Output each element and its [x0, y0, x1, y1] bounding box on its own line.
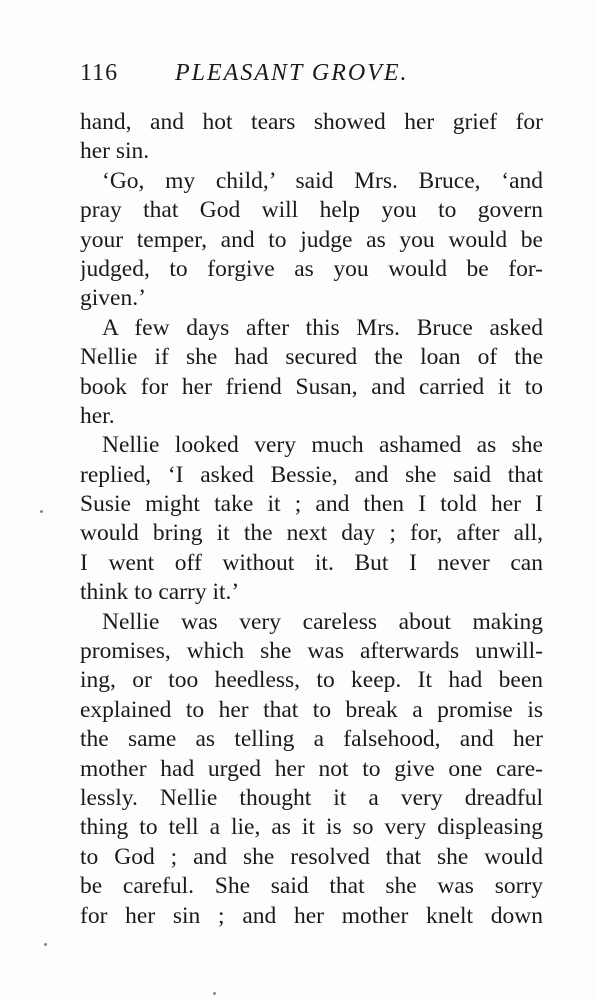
text-line: replied, ‘I asked Bessie, and she said that	[80, 461, 543, 488]
text-line: Nellie was very careless about making	[102, 608, 543, 635]
running-title: PLEASANT GROVE.	[175, 60, 409, 86]
text-line: to God ; and she resolved that she would	[80, 843, 543, 870]
text-line: her.	[80, 402, 115, 429]
text-line: thing to tell a lie, as it is so very displeasing	[80, 814, 543, 841]
page-number: 116	[80, 60, 119, 86]
text-line: mother had urged her not to give one care-	[80, 755, 543, 782]
text-line: ing, or too heedless, to keep. It had been	[80, 667, 543, 694]
text-line: her sin.	[80, 138, 150, 165]
text-line: the same as telling a falsehood, and her	[80, 726, 543, 753]
text-line: pray that God will help you to govern	[80, 197, 543, 224]
text-line: lessly. Nellie thought it a very dreadful	[80, 784, 543, 811]
print-speck	[213, 992, 216, 995]
text-line: book for her friend Susan, and carried it to	[80, 373, 543, 400]
text-line: would bring it the next day ; for, after all,	[80, 520, 543, 547]
print-speck	[40, 510, 43, 513]
text-line: Nellie looked very much ashamed as she	[102, 432, 543, 459]
text-line: your temper, and to judge as you would be	[80, 226, 543, 253]
text-line: A few days after this Mrs. Bruce asked	[102, 314, 543, 341]
text-line: given.’	[80, 285, 146, 312]
text-line: judged, to forgive as you would be for-	[80, 255, 543, 282]
text-line: for her sin ; and her mother knelt down	[80, 902, 543, 929]
body-text	[80, 108, 543, 931]
text-line: think to carry it.’	[80, 579, 240, 606]
text-line: explained to her that to break a promise is	[80, 696, 543, 723]
text-line: Susie might take it ; and then I told her I	[80, 491, 543, 518]
text-line: I went off without it. But I never can	[80, 549, 543, 576]
text-line: hand, and hot tears showed her grief for	[80, 109, 543, 135]
text-line: be careful. She said that she was sorry	[80, 873, 543, 900]
text-line: Nellie if she had secured the loan of the	[80, 344, 543, 371]
print-speck	[44, 943, 47, 946]
page-header	[80, 56, 550, 90]
text-line: promises, which she was afterwards unwill-	[80, 638, 543, 665]
text-line: ‘Go, my child,’ said Mrs. Bruce, ‘and	[102, 167, 543, 194]
